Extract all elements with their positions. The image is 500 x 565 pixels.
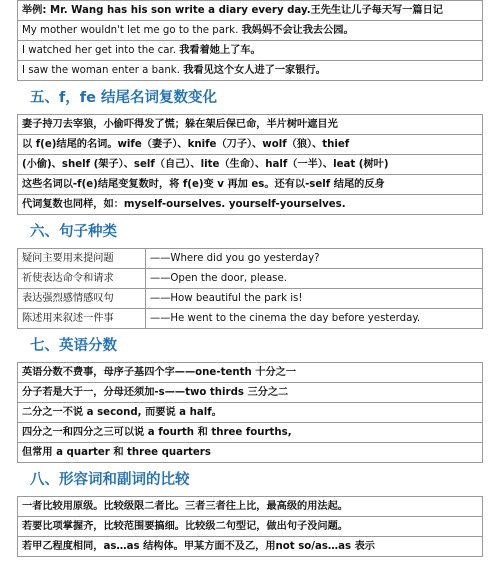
- section-heading-plural: 五、f，fe 结尾名词复数变化: [30, 90, 217, 106]
- table-cell: 以 f(e)结尾的名词。wife（妻子）、knife（刀子）、wolf（狼）、thief: [18, 135, 483, 155]
- table-row: [18, 115, 483, 135]
- sentence-type-example: ——He went to the cinema the day before yesterday.: [146, 309, 483, 329]
- table-row: [18, 497, 483, 517]
- table-row: [18, 1, 483, 21]
- table-cell: (小偷)、shelf (架子）、self（自己）、lite（生命）、half（一半）、leat (树叶): [18, 155, 483, 175]
- table-row: [18, 423, 483, 443]
- table-row: [18, 195, 483, 215]
- table-row: [18, 21, 483, 41]
- comparison-table: [17, 496, 483, 557]
- table-cell: [18, 21, 483, 41]
- section-heading-fractions: 七、英语分数: [30, 338, 117, 354]
- table-row: [18, 61, 483, 81]
- sentence-english: I watched her get into the car.: [22, 44, 180, 56]
- table-cell: 若要比项掌握齐，比较范围要搞细。比较级二句型记，做出句子没问题。: [18, 517, 483, 537]
- table-cell: 代词复数也同样，如：myself-ourselves. yourself-yourselves.: [18, 195, 483, 215]
- table-row: [18, 383, 483, 403]
- sentence-english: 举例: Mr. Wang has his son write a diary every day.: [22, 4, 311, 16]
- table-cell: 妻子持刀去宰狼，小偷吓得发了慌；躲在架后保已命，半片树叶遮目光: [18, 115, 483, 135]
- section-heading-comparison: 八、形容词和副词的比较: [30, 472, 190, 488]
- table-row: [18, 269, 483, 289]
- table-cell: 若甲乙程度相同，as…as 结构体。甲某方面不及乙，用not so/as…as 表示: [18, 537, 483, 557]
- sentence-english: My mother wouldn't let me go to the park.: [22, 24, 242, 36]
- section-heading-sentence-types: 六、句子种类: [30, 224, 117, 240]
- table-row: [18, 517, 483, 537]
- table-cell: 分子若是大于一，分母还须加-s——two thirds 三分之二: [18, 383, 483, 403]
- sentence-type-label: 表达强烈感情感叹句: [18, 289, 146, 309]
- table-cell: 一者比较用原级。比较级限二者比。三者三者往上比，最高级的用法起。: [18, 497, 483, 517]
- sentence-chinese: 我看见这个女人进了一家银行。: [183, 64, 326, 76]
- table-row: [18, 443, 483, 463]
- sentence-type-example: ——Where did you go yesterday?: [146, 249, 483, 269]
- table-row: [18, 363, 483, 383]
- sentence-chinese: 我看着她上了车。: [179, 44, 261, 56]
- table-row: [18, 403, 483, 423]
- sentence-type-label: 祈使表达命令和请求: [18, 269, 146, 289]
- table-cell: 但常用 a quarter 和 three quarters: [18, 443, 483, 463]
- table-row: [18, 249, 483, 269]
- table-cell: 这些名词以-f(e)结尾变复数时，将 f(e)变 v 再加 es。还有以-self 结尾的反身: [18, 175, 483, 195]
- table-row: [18, 175, 483, 195]
- table-cell: 英语分数不费事，母序子基四个字——one-tenth 十分之一: [18, 363, 483, 383]
- sentence-types-table: [17, 248, 483, 329]
- table-row: [18, 289, 483, 309]
- example-sentences-table: [17, 0, 483, 81]
- table-row: [18, 309, 483, 329]
- sentence-chinese: 王先生让儿子每天写一篇日记: [310, 4, 443, 16]
- sentence-type-example: ——Open the door, please.: [146, 269, 483, 289]
- sentence-chinese: 我妈妈不会让我去公园。: [241, 24, 354, 36]
- table-cell: 二分之一不说 a second, 而要说 a half。: [18, 403, 483, 423]
- table-row: [18, 41, 483, 61]
- sentence-type-example: ——How beautiful the park is!: [146, 289, 483, 309]
- table-cell: [18, 41, 483, 61]
- sentence-type-label: 陈述用来叙述一件事: [18, 309, 146, 329]
- table-cell: [18, 1, 483, 21]
- table-row: [18, 537, 483, 557]
- table-row: [18, 155, 483, 175]
- table-row: [18, 135, 483, 155]
- sentence-type-label: 疑问主要用来提问题: [18, 249, 146, 269]
- table-cell: 四分之一和四分之三可以说 a fourth 和 three fourths,: [18, 423, 483, 443]
- sentence-english: I saw the woman enter a bank.: [22, 64, 184, 76]
- table-cell: [18, 61, 483, 81]
- fractions-table: [17, 362, 483, 463]
- plural-rule-table: [17, 114, 483, 215]
